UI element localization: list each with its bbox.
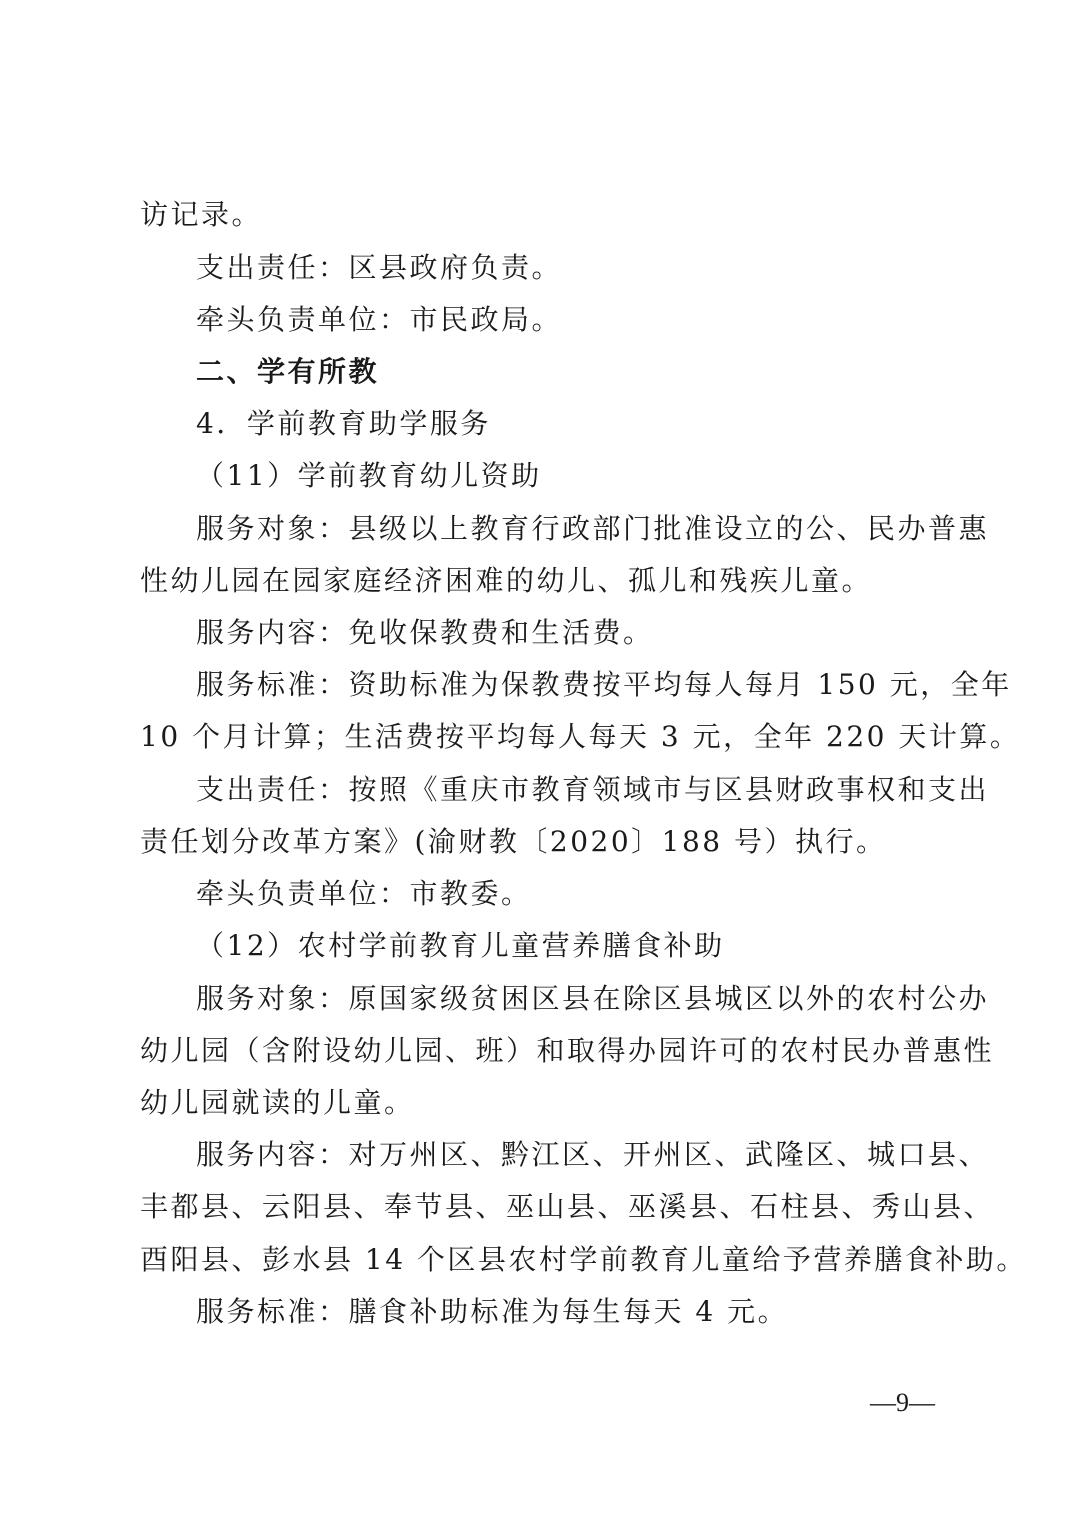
service-target-12-line2: 幼儿园（含附设幼儿园、班）和取得办园许可的农村民办普惠性 [140,1034,995,1067]
lead-unit: 牵头负责单位：市民政局。 [196,303,563,336]
expenditure-11-line2: 责任划分改革方案》(渝财教〔2020〕188 号）执行。 [140,825,887,858]
service-target-12-line1: 服务对象：原国家级贫困区县在除区县城区以外的农村公办 [196,982,990,1015]
subsection-title: 4．学前教育助学服务 [196,407,491,440]
service-target-12-line3: 幼儿园就读的儿童。 [140,1086,415,1119]
expenditure-11-line1: 支出责任：按照《重庆市教育领域市与区县财政事权和支出 [196,773,990,806]
service-target-11-line2: 性幼儿园在园家庭经济困难的幼儿、孤儿和残疾儿童。 [140,564,873,597]
service-content-12-line1: 服务内容：对万州区、黔江区、开州区、武隆区、城口县、 [196,1138,990,1171]
service-standard-11-line1: 服务标准：资助标准为保教费按平均每人每月 150 元，全年 [196,668,1012,701]
service-standard-12: 服务标准：膳食补助标准为每生每天 4 元。 [196,1295,789,1328]
lead-unit-11: 牵头负责单位：市教委。 [196,877,532,910]
item-title-12: （12）农村学前教育儿童营养膳食补助 [196,929,725,962]
page-number: —9— [870,1388,935,1417]
text-line-continuation: 访记录。 [140,198,263,231]
service-content-12-line3: 酉阳县、彭水县 14 个区县农村学前教育儿童给予营养膳食补助。 [140,1243,1027,1276]
section-heading: 二、学有所教 [196,355,380,388]
item-title-11: （11）学前教育幼儿资助 [196,459,542,492]
service-target-11-line1: 服务对象：县级以上教育行政部门批准设立的公、民办普惠 [196,512,990,545]
service-content-12-line2: 丰都县、云阳县、奉节县、巫山县、巫溪县、石柱县、秀山县、 [140,1190,995,1223]
service-standard-11-line2: 10 个月计算；生活费按平均每人每天 3 元，全年 220 天计算。 [140,720,1021,753]
expenditure-responsibility: 支出责任：区县政府负责。 [196,251,563,284]
service-content-11: 服务内容：免收保教费和生活费。 [196,616,654,649]
